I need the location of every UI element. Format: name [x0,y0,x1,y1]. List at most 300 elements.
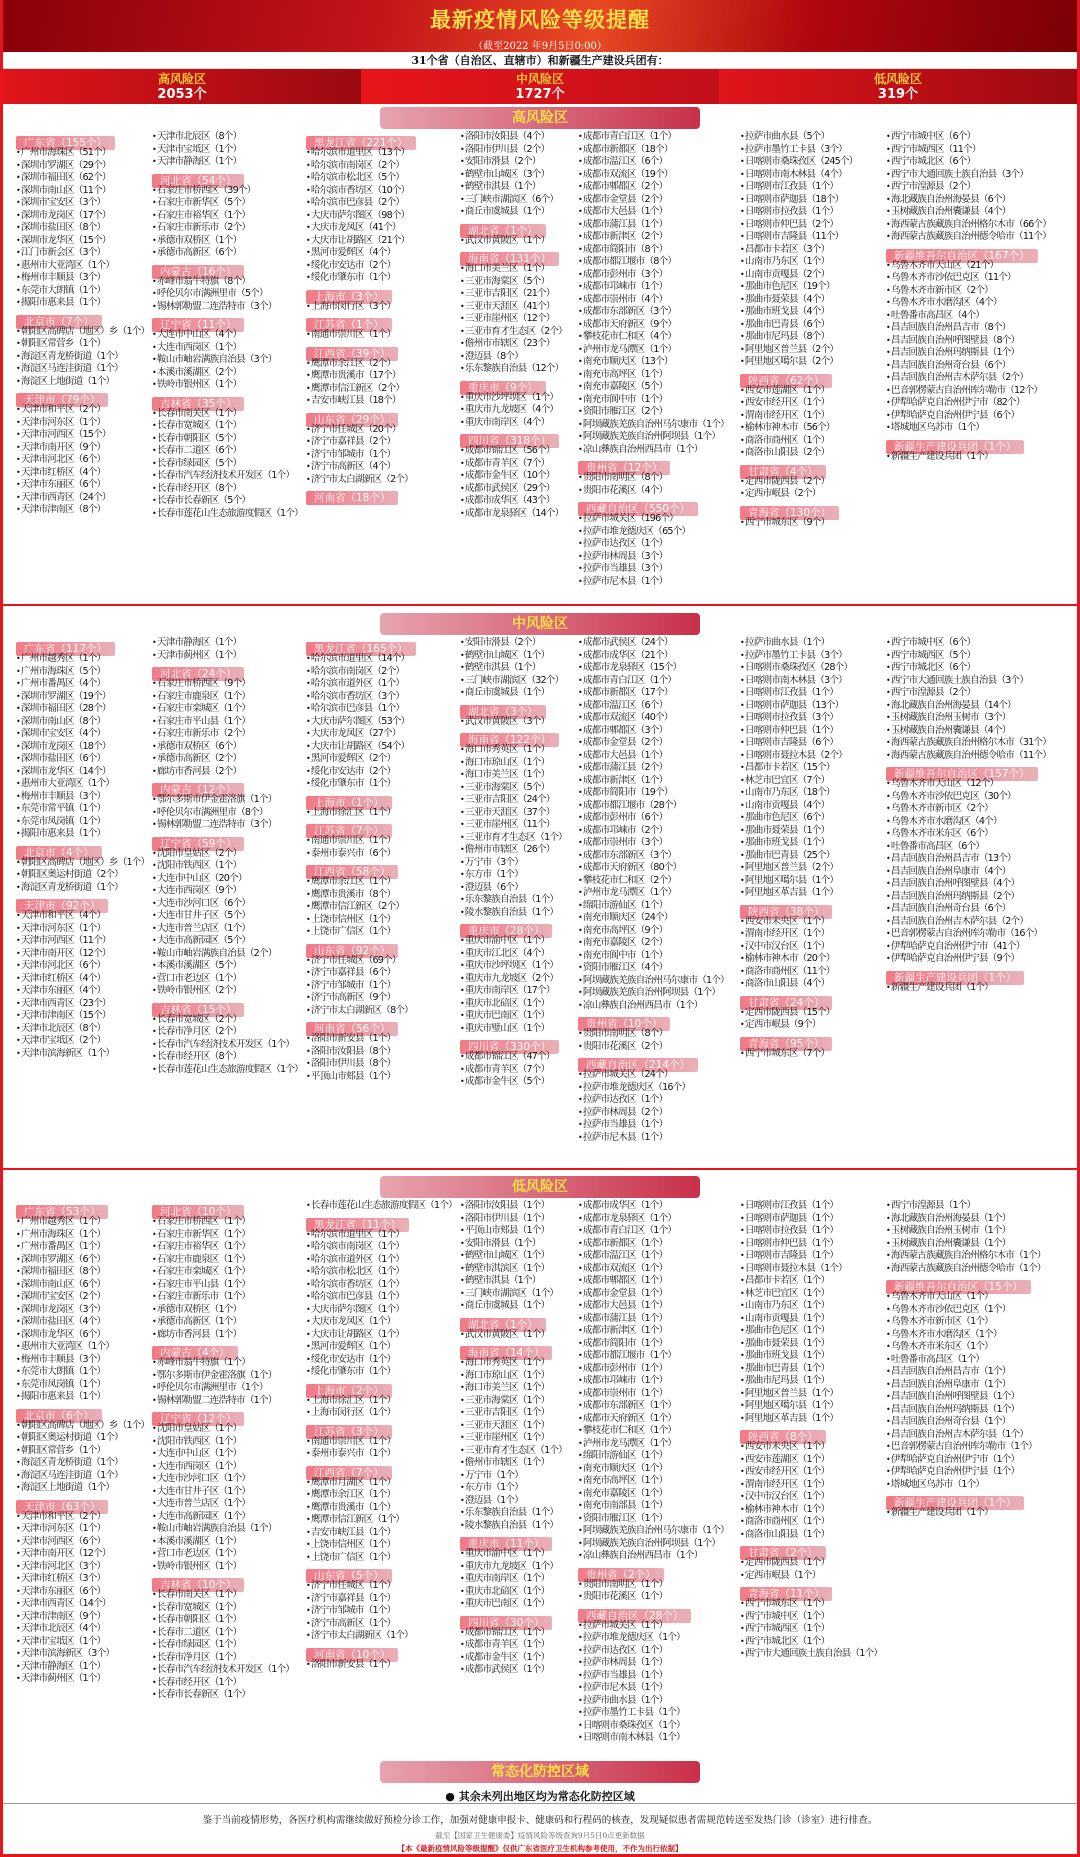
list-item: • 长春市长春新区（1个） [152,1689,306,1702]
list-item: • 三亚市崖州区（12个） [460,313,578,326]
list-item: • 成都市新津区（2个） [578,231,740,244]
list-item: • 朝阳区常营乡（1个） [16,338,152,351]
province-header: 四川省（318个） [460,434,559,448]
list-item: • 东莞市凤岗镇（1个） [16,816,152,829]
list-item: • 哈尔滨市南岗区（2个） [306,160,460,173]
list-item: • 呼伦贝尔市满洲里市（5个） [152,288,306,301]
footer [0,1808,1080,1854]
stat-label: 中风险区 [515,72,564,86]
list-item: • 南充市高坪区（1个） [578,1475,740,1488]
list-item: • 三亚市海棠区（1个） [460,1395,578,1408]
list-item: • 昌吉回族自治州昌吉市（13个） [886,853,1056,866]
list-item: • 成都市天府新区（1个） [578,1413,740,1426]
list-item: • 哈尔滨市道里区（1个） [306,1229,460,1242]
province-group [460,1035,578,1051]
list-item: • 日喀则市南木林县（1个） [578,1732,740,1745]
list-item: • 天津市河东区（1个） [16,1523,152,1536]
list-item: • 鹤壁市淇县（1个） [460,181,578,194]
province-header: 甘肃省（2个） [740,1546,826,1560]
stat-count: 1727个 [515,87,565,102]
list-item: • 锡林郭勒盟二连浩特市（3个） [152,819,306,832]
province-group [152,260,306,276]
list-item: • 成都市新都区（18个） [578,144,740,157]
list-item: • 锡林郭勒盟二连浩特市（3个） [152,301,306,314]
stat-high [3,69,361,104]
province-header: 山东省（5个） [306,1569,392,1583]
list-item: • 深圳市福田区（28个） [16,703,152,716]
list-item: • 那曲市班戈县（1个） [740,837,886,850]
list-item: • 济宁市太白湖新区（8个） [306,1005,460,1018]
list-item: • 大庆市萨尔图区（98个） [306,210,460,223]
list-item: • 塔城地区乌苏市（1个） [886,422,1056,435]
column [16,131,152,588]
list-item: • 天津市北辰区（8个） [152,131,306,144]
province-group [886,435,1056,451]
province-group [578,1053,740,1069]
list-item: • 海淀区青龙桥街道（1个） [16,882,152,895]
stat-medium [361,69,719,104]
list-item: • 巴音郭楞蒙古自治州库尔勒市（1个） [886,1441,1056,1454]
list-item: • 新疆生产建设兵团（1个） [886,982,1056,995]
stat-label: 高风险区 [157,72,206,86]
list-item: • 成都市龙泉驿区（1个） [578,1213,740,1226]
list-item: • 儋州市市辖区（1个） [460,1457,578,1470]
list-item: • 日喀则市吉隆县（6个） [740,737,886,750]
province-group [578,1012,740,1028]
list-item: • 哈尔滨市南岗区（2个） [306,666,460,679]
province-header: 西藏自治区（550个） [578,502,698,516]
province-group [306,285,460,301]
list-item: • 洛阳市汝阳县（4个） [460,131,578,144]
list-item: • 西宁市大通回族土族自治县（1个） [740,1648,886,1661]
list-item: • 玉树藏族自治州玉树市（3个） [886,712,1056,725]
list-item: • 重庆市南岸区（4个） [460,417,578,430]
list-item: • 成都市东部新区（3个） [578,306,740,319]
list-item: • 吉安市峡江县（18个） [306,395,460,408]
list-item: • 洛阳市伊川县（1个） [460,1213,578,1226]
list-item: • 成都市新都区（17个） [578,687,740,700]
list-item: • 黑河市爱辉区（1个） [306,1341,460,1354]
province-group [460,247,578,263]
list-item: • 安阳市滑县（2个） [460,156,578,169]
province-group [740,1425,886,1441]
list-item: • 凉山彝族自治州西昌市（1个） [578,444,740,457]
list-item: • 昌吉回族自治州奇台县（1个） [886,1416,1056,1429]
list-item: • 三门峡市湖滨区（1个） [460,1288,578,1301]
list-item: • 玉树藏族自治州囊谦县（1个） [886,1238,1056,1251]
list-item: • 哈尔滨市道里区（13个） [306,147,460,160]
list-item: • 成都市邛崃市（1个） [578,1375,740,1388]
list-item: • 南充市嘉陵区（1个） [578,1488,740,1501]
province-header: 江西省（7个） [306,1466,392,1480]
province-header: 山东省（29个） [306,413,398,427]
list-item: • 南充市嘉陵区（5个） [578,381,740,394]
list-item: • 廊坊市香河县（2个） [152,766,306,779]
list-item: • 乌鲁木齐市沙依巴克区（30个） [886,791,1056,804]
list-item: • 大连市高新园区（1个） [152,1511,306,1524]
list-item: • 天津市南开区（12个） [16,1548,152,1561]
province-header: 河北省（10个） [152,1205,244,1219]
list-item: • 重庆市江北区（4个） [460,948,578,961]
province-header: 新疆生产建设兵团（1个） [886,1496,1024,1510]
province-group [460,1341,578,1357]
list-item: • 成都市武侯区（1个） [460,1664,578,1677]
section-title: 常态化防控区域 [380,1761,700,1783]
list-item: • 巴音郭楞蒙古自治州库尔勒市（12个） [886,385,1056,398]
province-group [152,169,306,185]
list-item: • 昌吉回族自治州呼图壁县（1个） [886,1391,1056,1404]
list-item: • 成都市温江区（6个） [578,700,740,713]
list-item: • 哈尔滨市香坊区（1个） [306,1279,460,1292]
list-item: • 拉萨市墨竹工卡县（3个） [740,144,886,157]
list-item: • 天津市静海区（1个） [152,156,306,169]
list-item: • 海西蒙古族藏族自治州德令哈市（11个） [886,231,1056,244]
province-header: 新疆生产建设兵团（1个） [886,971,1024,985]
list-item: • 上海市闵行区（1个） [306,1407,460,1420]
province-group [578,497,740,513]
province-header: 青海省（95个） [740,1037,832,1051]
province-group [16,637,152,653]
list-item: • 三门峡市湖滨区（6个） [460,194,578,207]
list-item: • 大连市中山区（1个） [152,1448,306,1461]
list-item: • 济宁市高新区（1个） [306,1618,460,1631]
list-item: • 朝阳区高碑店（地区）乡（1个） [16,1420,152,1433]
list-item: • 泰州市泰兴市（1个） [306,1448,460,1461]
column [578,131,740,588]
list-item: • 拉萨市达孜区（1个） [578,1094,740,1107]
list-item: • 阿坝藏族羌族自治州阿坝县（1个） [578,987,740,1000]
list-item: • 商洛市山阳县（4个） [740,978,886,991]
province-header: 内蒙古（16个） [152,265,244,279]
province-group [16,388,152,404]
list-item: • 拉萨市城关区（24个） [578,1069,740,1082]
list-item: • 三门峡市湖滨区（32个） [460,675,578,688]
list-item: • 江门市新会区（3个） [16,247,152,260]
province-header: 天津市（79个） [16,393,108,407]
list-item: • 昌都市卡若区（15个） [740,762,886,775]
list-item: • 承德市高新区（1个） [152,1316,306,1329]
list-item: • 成都市天府新区（9个） [578,319,740,332]
list-item: • 阿坝藏族羌族自治州马尔康市（1个） [578,1525,740,1538]
list-item: • 昌吉回族自治州奇台县（6个） [886,903,1056,916]
list-item: • 大连市沙河口区（1个） [152,1473,306,1486]
list-item: • 南充市南部县（1个） [578,1500,740,1513]
list-item: • 黑河市爱辉区（2个） [306,753,460,766]
list-item: • 广州市海珠区（5个） [16,666,152,679]
list-item: • 锡林郭勒盟二连浩特市（1个） [152,1395,306,1408]
province-header: 江西省（58个） [306,865,398,879]
list-item: • 揭阳市惠来县（1个） [16,828,152,841]
list-item: • 绥化市安达市（1个） [306,1354,460,1367]
province-group [578,1563,740,1579]
province-group [886,762,1056,778]
list-item: • 海口市美兰区（1个） [460,1382,578,1395]
list-item: • 长春市朝阳区（5个） [152,433,306,446]
province-group [16,841,152,857]
list-item: • 上饶市广信区（1个） [306,926,460,939]
list-item: • 拉萨市堆龙德庆区（16个） [578,1082,740,1095]
province-group [306,408,460,424]
list-item: • 那曲市色尼区（6个） [740,812,886,825]
list-item: • 大连市普兰店区（1个） [152,1498,306,1511]
list-item: • 那曲市聂荣县（4个） [740,294,886,307]
list-item: • 深圳市龙华区（6个） [16,1329,152,1342]
list-item: • 长春市南关区（1个） [152,408,306,421]
list-item: • 长春市莲花山生态旅游度假区（1个） [306,1200,460,1213]
list-item: • 长春市长春新区（5个） [152,495,306,508]
list-item: • 成都市都江堰市（1个） [578,1350,740,1363]
list-item: • 鹰潭市余江区（2个） [306,358,460,371]
list-item: • 拉萨市达孜区（1个） [578,538,740,551]
list-item: • 成都市金堂县（2个） [578,194,740,207]
province-header: 河北省（54个） [152,174,244,188]
list-item: • 南充市高坪区（9个） [578,925,740,938]
list-item: • 乌鲁木齐市水磨沟区（4个） [886,297,1056,310]
list-item: • 济宁市任城区（1个） [306,1580,460,1593]
list-item: • 大连市西岗区（1个） [152,1461,306,1474]
list-item: • 石家庄市裕华区（1个） [152,210,306,223]
province-header: 甘肃省（24个） [740,996,832,1010]
list-item: • 成都市彭州市（6个） [578,812,740,825]
list-item: • 昌吉回族自治州昌吉市（8个） [886,322,1056,335]
list-item: • 大连市中山区（20个） [152,873,306,886]
list-item: • 重庆市北碚区（1个） [460,998,578,1011]
list-item: • 资阳市雁江区（4个） [578,962,740,975]
section-divider [3,1168,1077,1170]
list-item: • 大庆市让胡路区（21个） [306,235,460,248]
list-item: • 深圳市南山区（8个） [16,716,152,729]
list-item: • 天津市北辰区（4个） [16,1623,152,1636]
list-item: • 哈尔滨市南岗区（1个） [306,1241,460,1254]
list-item: • 日喀则市仲巴县（2个） [740,219,886,232]
list-item: • 承德市高新区（6个） [152,247,306,260]
list-item: • 日喀则市聂拉木县（1个） [740,1263,886,1276]
list-item: • 东莞市凤岗镇（1个） [16,1379,152,1392]
list-item: • 梅州市丰顺县（3个） [16,272,152,285]
province-group [740,460,886,476]
list-item: • 绥化市肇东市（1个） [306,272,460,285]
list-item: • 西安市莲湖区（1个） [740,1454,886,1467]
list-item: • 三亚市崖州区（11个） [460,819,578,832]
list-item: • 拉萨市曲水县（5个） [740,131,886,144]
list-item: • 成都市蒲江县（1个） [578,1313,740,1326]
list-item: • 石家庄市平山县（1个） [152,716,306,729]
list-item: • 定西市陇西县（1个） [740,1557,886,1570]
province-header: 湖北省（1个） [460,224,546,238]
province-header: 辽宁省（12个） [152,1412,244,1426]
list-item: • 南充市顺庆区（24个） [578,912,740,925]
list-item: • 吉安市峡江县（1个） [306,1527,460,1540]
list-item: • 长春市莲花山生态旅游度假区（1个） [152,1064,306,1077]
list-item: • 吐鲁番市高昌区（1个） [886,1354,1056,1367]
province-group [460,919,578,935]
list-item: • 天津市静海区（1个） [152,637,306,650]
list-item: • 拉萨市城关区（196个） [578,513,740,526]
list-item: • 沈阳市铁西区（1个） [152,860,306,873]
list-item: • 阿里地区普兰县（1个） [740,1388,886,1401]
list-item: • 澄迈县（8个） [460,351,578,364]
list-item: • 绵阳市游仙区（1个） [578,1450,740,1463]
list-item: • 三亚市育才生态区（1个） [460,832,578,845]
list-item: • 海西蒙古族藏族自治州格尔木市（31个） [886,737,1056,750]
list-item: • 西宁市湟源县（2个） [886,687,1056,700]
list-item: • 鹤壁市淇县（1个） [460,662,578,675]
list-item: • 鹰潭市信江新区（1个） [306,1514,460,1527]
list-item: • 成都市大邑县（1个） [578,1300,740,1313]
list-item: • 定西市岷县（2个） [740,488,886,501]
list-item: • 乌鲁木齐市新市区（2个） [886,803,1056,816]
section-divider [3,604,1077,606]
list-item: • 重庆市沙坪坝区（1个） [460,960,578,973]
list-item: • 西宁市城东区（9个） [740,517,886,530]
list-item: • 渭南市经开区（1个） [740,410,886,423]
province-group [16,894,152,910]
list-item: • 成都市邛崃市（1个） [578,281,740,294]
list-item: • 安阳市滑县（2个） [460,637,578,650]
list-item: • 成都市青羊区（7个） [460,1064,578,1077]
list-item: • 成都市成华区（43个） [460,495,578,508]
list-item: • 大连市高新园区（5个） [152,935,306,948]
list-item: • 乌鲁木齐市天山区（1个） [886,1291,1056,1304]
column [152,637,306,1144]
list-item: • 揭阳市惠来县（1个） [16,297,152,310]
list-item: • 海口市秀英区（1个） [460,1357,578,1370]
list-item: • 大连市西岗区（1个） [152,342,306,355]
list-item: • 西安市经开区（1个） [740,397,886,410]
list-item: • 石家庄市栾城区（1个） [152,1266,306,1279]
list-item: • 吐鲁番市高昌区（4个） [886,310,1056,323]
list-item: • 成都市金牛区（5个） [460,1076,578,1089]
list-item: • 梅州市丰顺县（3个） [16,1354,152,1367]
list-item: • 东莞市大朗镇（1个） [16,1366,152,1379]
list-item: • 哈尔滨市巴彦县（1个） [306,1291,460,1304]
list-item: • 广州市越秀区（1个） [16,1216,152,1229]
list-item: • 乌鲁木齐市米东区（1个） [886,1341,1056,1354]
list-item: • 拉萨市尼木县（1个） [578,576,740,589]
province-group [460,376,578,392]
list-item: • 天津市滨海新区（3个） [16,1648,152,1661]
list-item: • 昌吉回族自治州吉木萨尔县（1个） [886,1429,1056,1442]
province-header: 贵州省（2个） [578,1568,664,1582]
list-item: • 长春市宽城区（1个） [152,420,306,433]
column [306,637,460,1144]
province-group [460,1611,578,1627]
province-header: 黑龙江省（165个） [306,642,416,656]
list-item: • 天津市河东区（1个） [16,923,152,936]
province-group [740,1032,886,1048]
list-item: • 鹤壁市山城区（3个） [460,169,578,182]
list-item: • 成都市彭州市（1个） [578,1363,740,1376]
list-item: • 济宁市邹城市（1个） [306,980,460,993]
list-item: • 万宁市（1个） [460,1470,578,1483]
list-item: • 西安市经开区（1个） [740,1466,886,1479]
section-high-risk [0,104,1080,588]
list-item: • 重庆市沙坪坝区（1个） [460,392,578,405]
province-header: 吉林省（10个） [152,1578,244,1592]
list-item: • 伊犁哈萨克自治州伊宁县（9个） [886,953,1056,966]
list-item: • 成都市蒲江县（1个） [578,219,740,232]
list-item: • 天津市河西区（6个） [16,1536,152,1549]
list-item: • 伊犁哈萨克自治州伊宁县（6个） [886,410,1056,423]
province-group [152,998,306,1014]
list-item: • 成都市郫都区（2个） [578,181,740,194]
list-item: • 大庆市让胡路区（1个） [306,1329,460,1342]
list-item: • 昌吉回族自治州奇台县（6个） [886,360,1056,373]
province-group [306,1420,460,1436]
list-item: • 日喀则市萨迦县（1个） [740,1213,886,1226]
list-item: • 鹰潭市信江新区（2个） [306,383,460,396]
list-item: • 哈尔滨市松北区（5个） [306,172,460,185]
list-item: • 大庆市龙凤区（41个） [306,222,460,235]
province-group [460,728,578,744]
list-item: • 海淀区青龙桥街道（1个） [16,351,152,364]
column [460,1200,578,1745]
list-item: • 天津市红桥区（3个） [16,1573,152,1586]
list-item: • 那曲市色尼区（19个） [740,281,886,294]
list-item: • 南充市嘉陵区（2个） [578,937,740,950]
list-item: • 海淀区上地街道（1个） [16,376,152,389]
province-group [460,219,578,235]
list-item: • 天津市蓟州区（1个） [16,1673,152,1686]
list-item: • 榆林市神木市（1个） [740,1504,886,1517]
list-item: • 长春市二道区（1个） [152,1627,306,1640]
list-item: • 东莞市大朗镇（1个） [16,285,152,298]
list-item: • 天津市东丽区（6个） [16,1586,152,1599]
list-item: • 成都市大邑县（1个） [578,206,740,219]
list-item: • 玉树藏族自治州囊谦县（4个） [886,725,1056,738]
province-header: 新疆生产建设兵团（1个） [886,440,1024,454]
list-item: • 山南市贡嘎县（4个） [740,800,886,813]
list-item: • 石家庄市新乐市（1个） [152,1291,306,1304]
list-item: • 陵水黎族自治县（1个） [460,907,578,920]
province-group [306,131,460,147]
list-item: • 三亚市崖州区（1个） [460,1432,578,1445]
list-item: • 重庆市南岸区（1个） [460,1573,578,1586]
list-item: • 长春市宽城区（1个） [152,1602,306,1615]
list-item: • 海北藏族自治州海晏县（1个） [886,1213,1056,1226]
list-item: • 重庆市渝中区（1个） [460,935,578,948]
province-header: 湖北省（3个） [460,705,546,719]
list-item: • 天津市北辰区（8个） [16,1023,152,1036]
list-item: • 攀枝花市仁和区（4个） [578,331,740,344]
list-item: • 长春市净月区（2个） [152,1026,306,1039]
list-item: • 成都市简阳市（8个） [578,244,740,257]
list-item: • 乌鲁木齐市沙依巴克区（11个） [886,272,1056,285]
list-item: • 成都市彭州市（3个） [578,269,740,282]
list-item: • 山南市贡嘎县（2个） [740,269,886,282]
province-header: 江苏省（1个） [306,318,392,332]
list-item: • 长春市二道区（6个） [152,445,306,458]
list-item: • 成都市新津区（1个） [578,775,740,788]
list-item: • 鄂尔多斯市伊金霍洛旗（1个） [152,1370,306,1383]
section-low-risk [0,1173,1080,1745]
list-item: • 东莞市常平镇（1个） [16,803,152,816]
list-item: • 深圳市罗湖区（19个） [16,691,152,704]
list-item: • 成都市新津区（1个） [578,1325,740,1338]
province-group [306,1213,460,1229]
list-item: • 新疆生产建设兵团（1个） [886,1507,1056,1520]
list-item: • 昌吉回族自治州阜康市（4个） [886,866,1056,879]
list-item: • 那曲市班戈县（4个） [740,306,886,319]
column [152,1200,306,1745]
list-item: • 梅州市丰顺县（3个） [16,791,152,804]
list-item: • 承德市双桥区（1个） [152,235,306,248]
list-item: • 天津市河东区（1个） [16,417,152,430]
list-item: • 拉萨市当雄县（1个） [578,1670,740,1683]
advice-text: 鉴于当前疫情形势，各医疗机构需继续做好预检分诊工作，加强对健康申报卡、健康码和行程码的核查，发现疑似患者需规范转送至发热门诊（诊室）进行排查。 [202,1815,878,1826]
list-item: • 商丘市虞城县（1个） [460,206,578,219]
list-item: • 洛阳市汝阳县（1个） [460,1200,578,1213]
